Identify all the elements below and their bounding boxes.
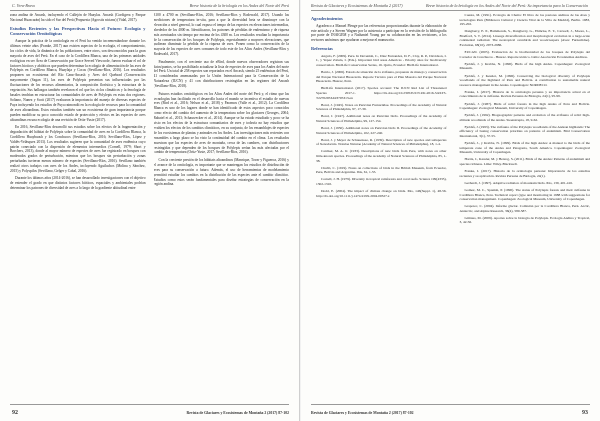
reference-entry: Fjeldså, J. y Krabbe, N. (1990). Birds of the high Andes. Copenhagen: Zoological Museum. bbox=[459, 61, 590, 71]
reference-entry: Cornell, J. H. (1979). Diversity in tropical rainforests and coral reefs. Science 199(4335), 1302-1310. bbox=[316, 177, 447, 186]
reference-entry: Dodd, E. (2004). The impact of climate change on birds. Ibis, 146(Suppl. 1), 48-56. http://dx.doi.org/10.1111/j.1474-919X.2004.00327.x bbox=[316, 189, 447, 198]
reference-entry: Gerhardt, J. (1997). Adaptive radiation of mountain birds. Ibis, 139, 401-416. bbox=[464, 180, 573, 185]
acknowledgements-text: Agradezco a Manuel Plenge por las referencias proporcionadas durante la elaboración de este artículo y a Steven Wagner por la asistencia a participar en la revisión de la bibliografía por parte de INAIGEM y a Nathaniel Young por su colaboración en las revisiones, a los revisores anónimos que ayudaron a mejorar el manuscrito. bbox=[311, 23, 447, 43]
reference-entry: Fjeldså, J. y Kessler, M. (1996). Conserving the biological diversity of Polylepis woodlands of the highland of Peru and Bolivia. A contribution to sustainable natural resource management in the Andes. Copenhagen: NORDECO. bbox=[459, 73, 590, 87]
page-number: 93 bbox=[582, 410, 588, 416]
left-page-column-2 bbox=[154, 13, 290, 397]
section-title: Estudios Recientes y las Perspectivas Hacia el Futuro: Ecología y Conservación Ornitológicas bbox=[10, 25, 146, 37]
body-paragraph: Futuros estudios ornitológicos en los Altos Andes del norte del Perú y, el ritmo que las tecnologías han facilitado en el desarrollo hacia el mundo se incentiva el estudio de nuevas aves (Bird et al., 2016; Nelson et al., 2018) y Paramos (Valle et al., 2012). La Cordillera Blanca es uno de los lugares donde se han identificado de estos aspectos poco conocidos como efecto del cambio del aumento de la temperatura sobre los glaciares (Georges, 2004; Rabatel et al., 2013; Schauwecker et al., 2014). Aunque se ha estado estudiado y poco se ha visto en los efectos de la estructura comunitarios de aves y todavía no hay estudios que evalúen los efectos de los cambios climáticos, en su conjunto, de los ensamblajes de especies de los ecosistemas de plantas y animales en los Andes. Las investigaciones más recientes con ensambles a largo plazo se ha visto la continuidad del cambio en el clima. Los resultados muestran que las especies de aves de montaña, cerca de las cumbres, con distribuciones restringidas y que dependen de los bosques de Polylepis serían las más afectadas por el cambio de temperatura (Ortiz-Yuste, 2017; Sevillano-Ríos, 2016). bbox=[153, 91, 289, 155]
reference-entry: Gomez, M. C., Spanish, P. (1990). The status of Polylepis forests and their avifauna in Cordillera Blanca, Peru. Technical report (type and monitoring in 1988 with suggestions for conservation management. Copenhagen: Zoological Museum, University of Copenhagen. bbox=[459, 187, 590, 202]
journal-citation: Revista de Glaciares y Ecosistemas de Montaña 2 (2017) 87-102 bbox=[311, 411, 414, 415]
body-paragraph: Aunque la práctica de la ornitología en el Perú ha venido incrementándose durante los últimos veinte años (Franke, 2017) aun existen aspectos de la ecología, el comportamiento, los ciclos de vida, la dinámica de las poblaciones, entre otros, son desconocidos para la gran mayoría de aves del Perú. En el caso de la Cordillera Blanca, una de las primeras unidades ecológicas en ser Área de Conservación por Grace Served Viewcode, fueron evaluar el rol de factores bioticos y abióticos que pueden determinar la ecología de alimentación de las aves de Polylepis en Cordillera Blanca, Huaylaja y Cocas (Sevillano-Ríos, 2016). Los resultados proponen un ecosistema del Río Cana-Ancash y Aves del Quebrad (Conservación mayormente (Sagan 11), las aves de Polylepis presentan sus influenciadas por las fluctuaciones de los recursos alimentarios, la composición florística y la estructura de la vegetación. Sus hallazgos también revelaron el rol que los ciclos climáticos y la fenología de basales tendrían en estructurar las comunidades de aves de Polylepis en estas dos regiones. Soltano, Nunez y Scott (2017) evaluaron la importancia del manejo de diversas especies de Puya incluyendo los estudios de Puya raimondii en la ecología de recursos para la comunidad de aves altoandinas. Estos estudios también son un ecosistema de gran importancia porque pueden modificar su poco conocido estado de protección y efectos en las especies de aves altoandinas en una ecología de una revisión de Ortiz-Yuste (2017). bbox=[10, 39, 146, 122]
reference-list bbox=[311, 54, 447, 198]
reference-entry: Cuesta, M. (1991). Ecología de Chaita: El libro de los pastores andinos de las Aves y tecnologías Peru (Biblioteca Cultural y Ciencia Vital de la Villa de Madrid), Berlín. 1983, 195-202. bbox=[459, 13, 590, 27]
reference-entry: Harris, J., Kessler, M. y Herzog, S. (2011). Birds of the Andes: Patterns of endemism and species richness. Lima: Wiley-Blackwell. bbox=[459, 157, 590, 167]
page-number: 92 bbox=[12, 410, 18, 416]
right-page-column-2 bbox=[455, 13, 591, 397]
reference-entry: Dangberry, E. P., Hammonds, S., Dangberry, G., Ehmcke, E. T., Caswell, J., Moore, L., Bradford, S. T. (2014). Lineage diversification and morphological evolution in a large-scale continental radiation: The neotropical ovenbirds and woodcreepers (Aves: Furnariidae). Evolution, 68(10), 2973-2986. bbox=[459, 29, 590, 48]
reference-entry: Fjeldså, J. (1992). Biogeographic patterns and evolution of the avifauna of relict high-altitude woodlands of the Andes. Steenstrupia, 18, 9-62. bbox=[459, 113, 590, 122]
reference-entry: Fjeldså, J. (1987). Birds of relict forests in the high Andes of Peru and Bolivia. Copenhagen: Zoological Museum, University of Copenhagen. bbox=[459, 101, 590, 111]
reference-entry: Güiraus, M. (2009). Aportes sobre la biología de Polylepis. Ecología Andina y Tropical, 3, 42-56. bbox=[459, 215, 590, 225]
reference-entry: Fjeldså, J., y Krabbe, N. (1999). Birds of the high Andes: A manual to the birds of the temperate zone of the Andes and Patagonia, South America. Copenhagen: Zoological Museum, University of Copenhagen. bbox=[459, 141, 590, 155]
body-paragraph: Con la creciente presión de los hábitats altoandinos (Manrique, Tovar y Figueroa, 2016) y el avance de la ornitología, es importante que se mantengan los estudios de distribución de aves para su conservación a futuro. Además, el uso de herramientas de modelamiento permitirá estudiar los cambios en la distribución de las especies ante el cambio climático. Estudios como estos serán fundamentales para diseñar estrategias de conservación en la región andina. bbox=[153, 157, 289, 187]
reference-entry: Bond, J. (1947). Additional notes on Peruvian birds. Proceedings of the Academy of Natural Sciences of Philadelphia, 99, 127-154. bbox=[316, 114, 447, 123]
reference-entry: Fjeldså, J. (1993). The avifauna of the Polylepis woodlands of the Andean highlands: The efficiency of basing conservation priorities on patterns of endemism. Bird Conservation International, 3(1), 37-55. bbox=[459, 124, 590, 139]
reference-list bbox=[455, 13, 591, 225]
reference-entry: EUCAN. (2005). Evaluación de la biodiversidad de los bosques de Polylepis del Corredor de Conchucos - Huaraz. Reporte técnico. Lima: Asociación Ecosistemas Andinos. bbox=[459, 50, 590, 59]
body-paragraph: Finalmente, con el creciente uso de eBird, donde nuevos observadores registran sus datos/puntos, se ha posibilitado actualizar la lista de especies de aves para los Andes del norte del Perú. Un total de 258 especies son reportados en el Ancash, siendo 25 endémicas del Perú, 41 consideradas amenazadas por la Unión Internacional para la Conservación de la Naturaleza (IUCN) y 41 con distribuciones restringidas en las regiones del Ancash (Sevillano-Ríos, 2018). bbox=[153, 59, 289, 89]
reference-entry: Chubb, C. (1919). Notes on collections of birds in the British Museum, from Ecuador, Peru, Bolivia and Argentina. Ibis, 61, 1-55. bbox=[316, 165, 447, 175]
header-rule bbox=[10, 10, 289, 11]
body-paragraph: En 2016, Sevillano-Ríos desarrolló sus estudios sobre los efectos de la fragmentación y degradación del hábitat de Polylepis sobre la comunidad de aves en la Cordillera Blanca, la Cordillera Huayhuash y los Conchucos (Sevillano-Ríos, 2016; Sevillano-Ríos, López y Valdés-Velásquez 2013). Los resultados sugieren que la comunidad de aves endémica cuyo patrón conectado con la dispersión de elementos intermedios (Cornell, 1979; Short y Borchers, 2013), donde al mayor número de especies de aves fue registrado en bosques con moderados grados de perturbación, mientras que los bosques sin perturbación y zonas perturbadas tuvieron menos número de especies (Sevillano-Ríos, 2016). Sevillano también realizó otros trabajos con aves de los Andes, incluyendo Aguiluchos (Molina y Sánchez, 2015) y Polyspilos (Sevillano, Gelger y Cabal, 2016). bbox=[10, 124, 146, 174]
running-head-title: Breve historia de la briología en los Andes del Norte del Perú: Su importancia para la Conservación bbox=[426, 3, 588, 8]
reference-entry: Bond, J. y Meyer de Schauensee, R. (1939). Description of new species and subspecies of Xenodacnis. Notulae Naturae (Academy of Natural Sciences of Philadelphia), 18, 1-4. bbox=[316, 137, 447, 147]
left-page-column-1 bbox=[10, 13, 146, 397]
footer-rule bbox=[10, 404, 289, 405]
right-page-column-1 bbox=[311, 13, 447, 397]
running-head-title: Breve historia de la briología en los Andes del Norte del Perú bbox=[189, 3, 289, 8]
running-head-journal: Revista de Glaciares y Ecosistemas de Montaña 2 (2017) bbox=[311, 3, 403, 8]
reference-entry: Angulo, F. (2009). Peru. In Devenish, C., Diaz Fernandez, D. F., Clay, R. P., Davidson, I. J., y Yepez Zabala, I. (Eds.). Important bird areas Americas - Priority sites for biodiversity conservation. BirdLife Conservation Series, 16. Quito, Ecuador: BirdLife International. bbox=[316, 53, 447, 67]
acknowledgements-title: Agradecimientos bbox=[311, 16, 343, 21]
body-paragraph: Durante los últimos años (2014-2016), se han desarrollado investigaciones con el objetivo de entender el grado en que distintos factores bióticos, espaciales y ambientales podrían determinar los patrones de diversidad de aves a lo largo de la gradiente altitudinal entre bbox=[10, 176, 146, 191]
reference-entry: Grapotec, C. (2004). Informe glaciar. Comisión por la Cordillera Blanca, Perú. Arctic, Antarctic, and Alpine Research, 36(4), 580-587. bbox=[459, 204, 590, 213]
reference-entry: Bond, J. (1945). Notes on Peruvian Furnariidae. Proceedings of the Academy of Natural Sciences of Philadelphia, 97, 17-39. bbox=[316, 102, 447, 112]
reference-entry: Franke, I. (2017). Historia de la ornitología peruana: Importancia de los estudios recientes y su aplicación. Revista Peruana de Biología, 24(1). bbox=[459, 169, 590, 178]
body-paragraph: zona andina de Ancash, incluyendo el Callejón de Huaylas. Ancash (Cordigera y Parque Nacional Huascarán) ha sido el Sur del Perú (Propuesta (Agrostis nicians) (Vidal, 2017). bbox=[10, 13, 146, 22]
reference-entry: Bond, J. (1950). Additional notes on Peruvian birds II. Proceedings of the Academy of Natural Sciences of Philadelphia, 102, 227-240. bbox=[316, 126, 447, 135]
reference-entry: Franke, I. (2017). Historia de la ornitología peruana y su importancia actual en el conocimiento de la avifauna. Revista Peruana de Biología, 24(1), 95-99. bbox=[459, 89, 590, 99]
body-paragraph: 3100 a 4700 m (Sevillano-Ríos, 2016; Sevillano-Ríos y Rodewald, 2017). Usando las mediciones de temperatura in-situ, para a que la diversidad beta se disminuye con la elevación a nivel general, lo cual expuso el tempo de las especies en elevaciones intermedias, alrededor de los 4000 m. Identificaron, los patrones de pérdidas de endemismo y de riqueza más acentuados sin tiempo por encima de los 4300 m. Los resultados resaltan la importancia de la conservación de los bosques de Polylepis, especialmente a mayores elevaciones, que pudieran disminuir la pérdida de la riqueza de aves. Ponen como la conservación de la mayoría de las especies de aves comunes de todo este de los Altos Andes (Sevillano-Ríos y Rodewald, 2017). bbox=[153, 13, 289, 57]
footer-rule bbox=[311, 404, 590, 405]
reference-entry: Carriker, M. A. Jr. (1933). Descriptions of new birds from Peru, with notes on other little-known species. Proceedings of the Academy of Natural Sciences of Philadelphia, 85, 1-38. bbox=[316, 149, 447, 163]
journal-citation: Revista de Glaciares y Ecosistemas de Montaña 2 (2017) 87-102 bbox=[186, 411, 289, 415]
left-page-columns bbox=[10, 13, 289, 397]
reference-entry: Barrio, J. (2006). Estado de situación de la avifauna, propuesta de manejo y conservación del Parque Nacional Huascarán. Reporte Técnico para el Plan Maestro del Parque Nacional Huascarán. Huaraz, Perú. bbox=[316, 70, 447, 84]
header-rule bbox=[311, 10, 590, 11]
reference-entry: BirdLife International. (2017). Species account: The IUCN Red List of Threatened Species 2017-1. https://dx.doi.org/10.2305/IUCN.UK.2016-3.RLTS. T22702953A93705313.en bbox=[316, 86, 447, 100]
right-page bbox=[300, 0, 600, 421]
right-page-columns bbox=[311, 13, 590, 397]
running-head-author: C. Vera-Bravo bbox=[12, 3, 36, 8]
references-title: Referencias bbox=[311, 46, 333, 52]
